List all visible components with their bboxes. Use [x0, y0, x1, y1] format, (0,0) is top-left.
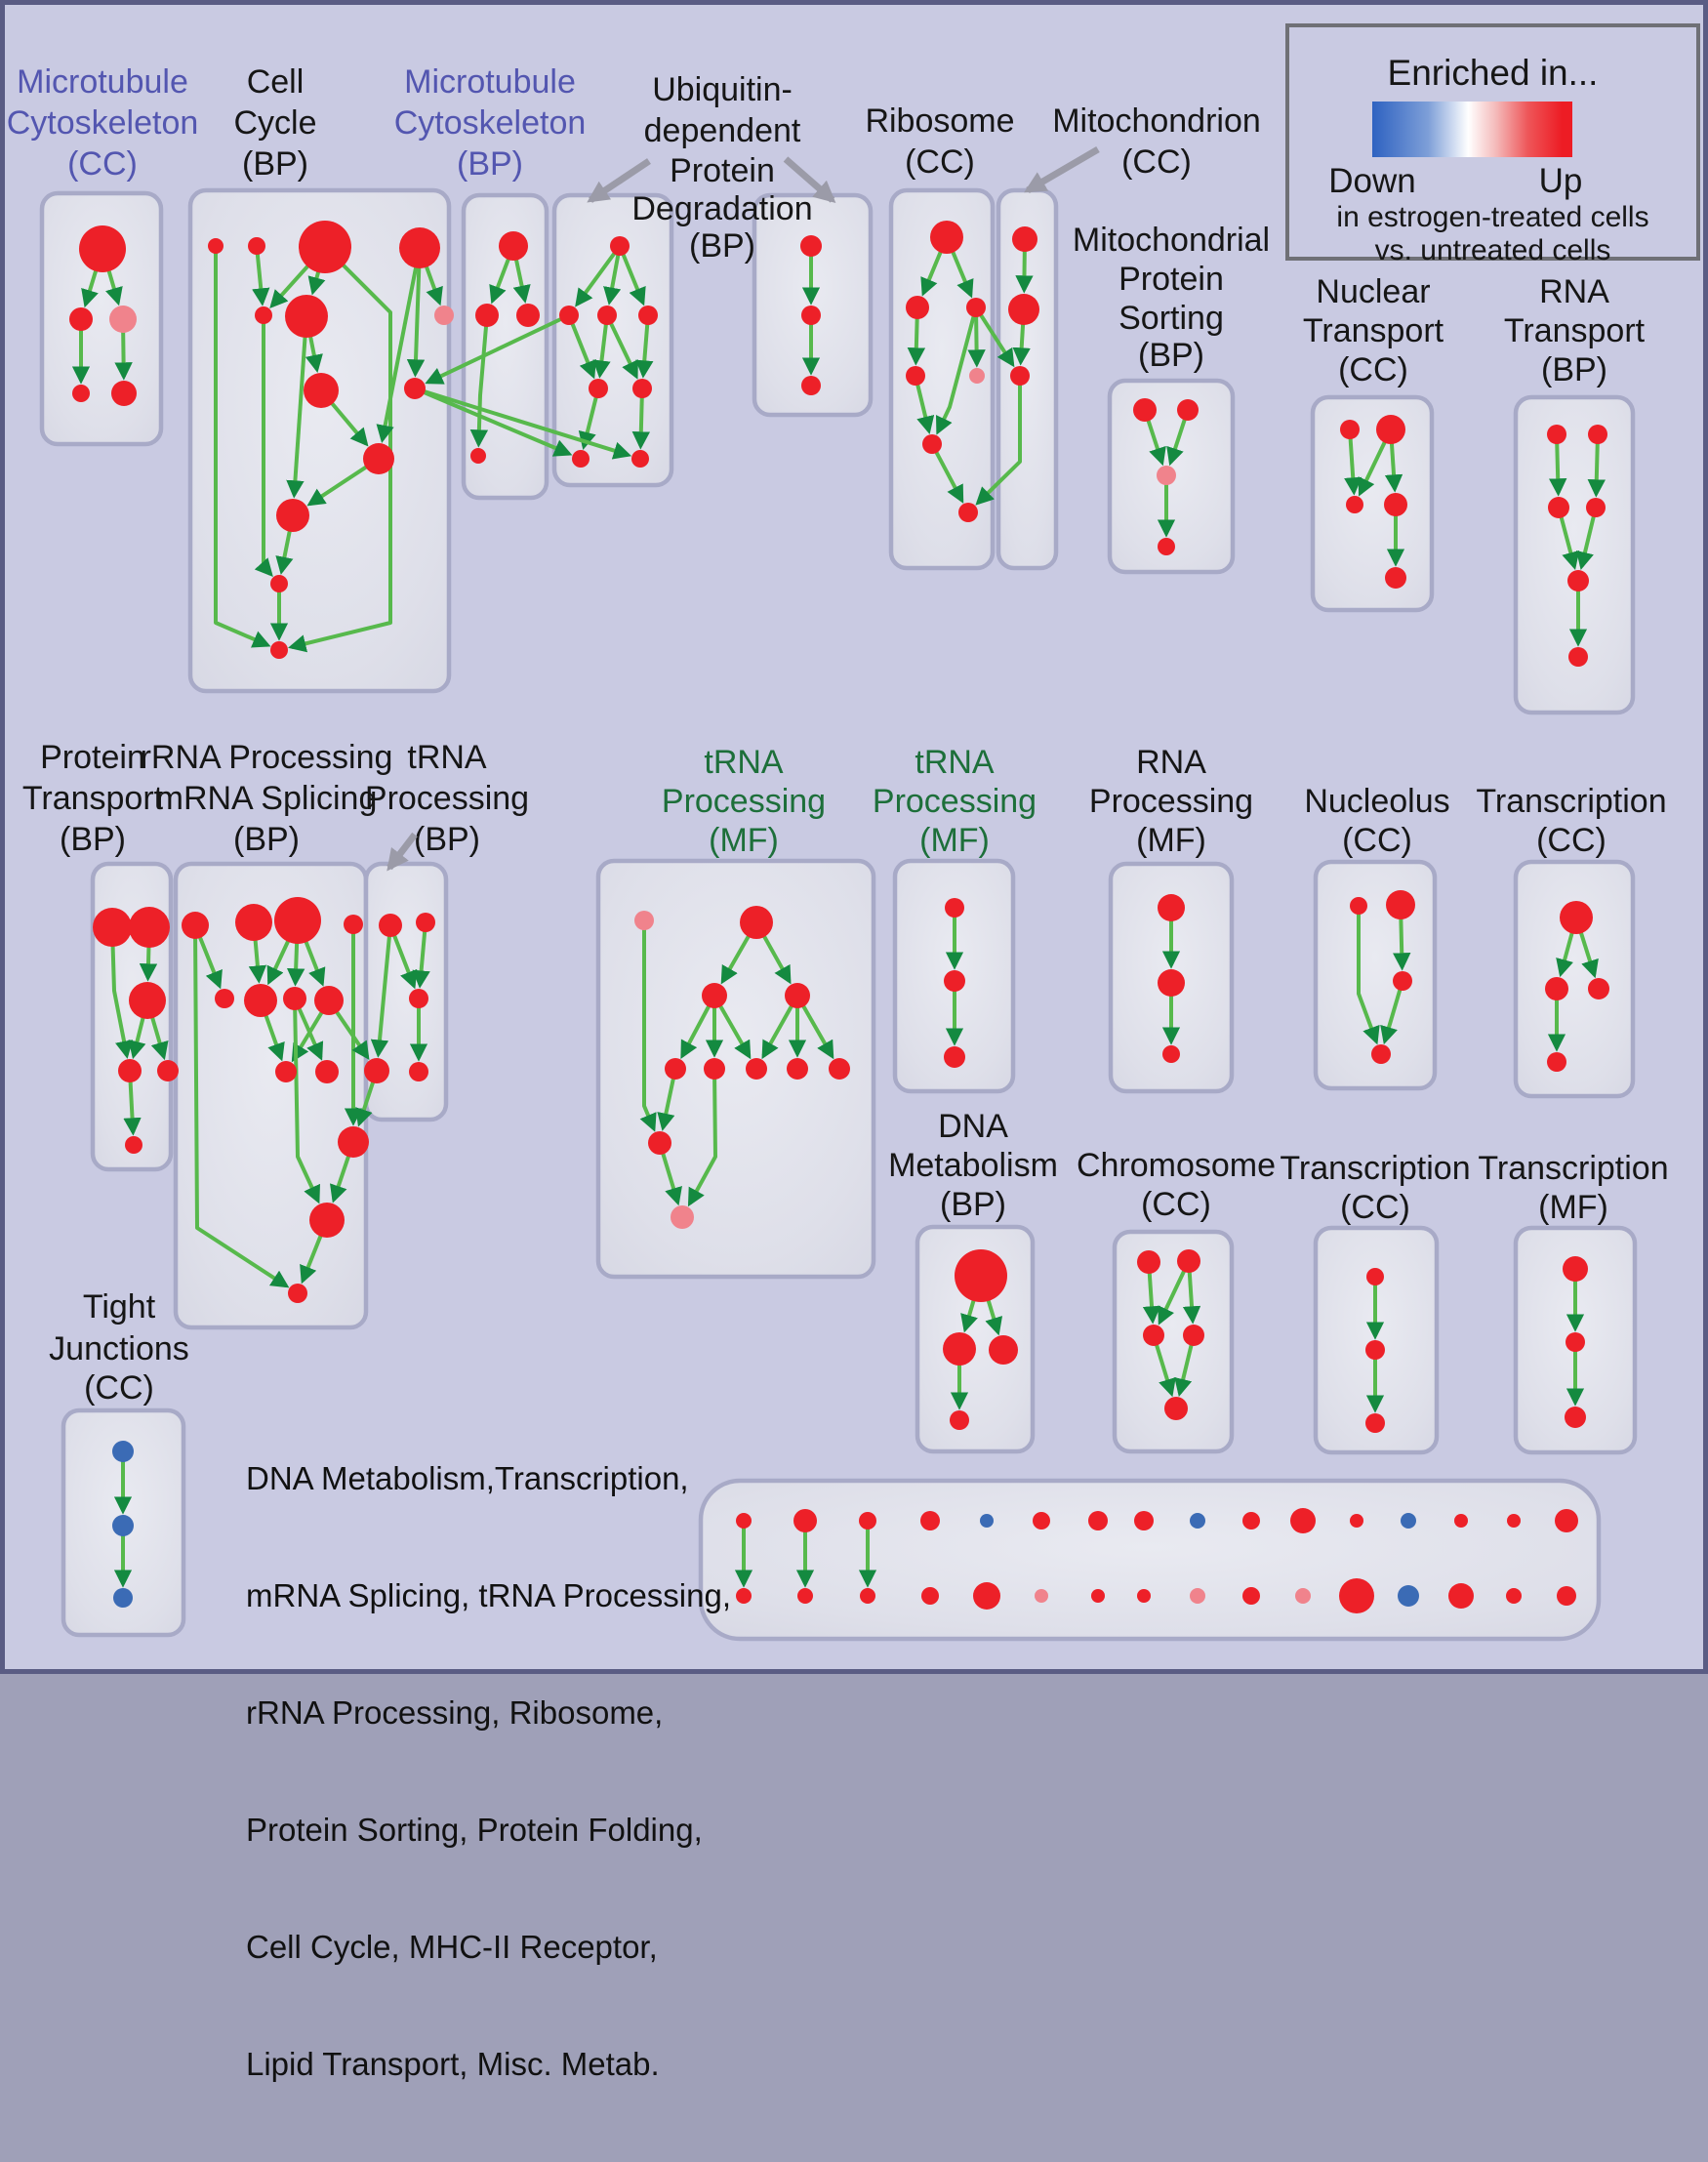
go-term-node	[1547, 425, 1566, 444]
cluster-label-trna-processing-bp: (BP)	[414, 821, 480, 858]
go-term-node	[1162, 1045, 1180, 1063]
summary-node-bottom	[1137, 1589, 1151, 1603]
go-term-node	[958, 503, 978, 522]
go-term-node	[1143, 1325, 1164, 1346]
go-term-node	[1365, 1413, 1385, 1433]
go-term-node	[1365, 1340, 1385, 1360]
cluster-label-transcription-cc-row2: (CC)	[1536, 822, 1606, 859]
go-term-node	[589, 379, 608, 398]
summary-node-top	[1290, 1508, 1316, 1533]
legend-down-label: Down	[1328, 162, 1416, 200]
summary-node-top	[1088, 1511, 1108, 1530]
go-term-node	[72, 385, 90, 402]
go-term-node	[1563, 1256, 1588, 1282]
go-term-node	[572, 450, 590, 468]
summary-node-top	[1033, 1512, 1050, 1530]
go-term-node	[157, 1060, 179, 1081]
go-term-node	[1393, 971, 1412, 991]
cluster-label-trna-processing-bp: Processing	[364, 780, 530, 817]
misc-note-line: Cell Cycle, MHC-II Receptor,	[246, 1929, 658, 1965]
summary-node-bottom	[736, 1588, 752, 1604]
summary-node-top	[1190, 1513, 1205, 1529]
summary-node-bottom	[1398, 1585, 1419, 1607]
go-term-node	[112, 1515, 134, 1536]
misc-note-line: Protein Sorting, Protein Folding,	[246, 1812, 703, 1848]
go-term-node	[966, 298, 986, 317]
go-term-node	[299, 221, 351, 273]
cluster-label-ribosome-cc: (CC)	[905, 143, 975, 181]
cluster-label-mitochondrial-protein-sorting-bp: Protein	[1118, 261, 1224, 298]
cluster-label-cell-cycle-bp: (BP)	[242, 145, 308, 183]
go-term-node	[285, 295, 328, 338]
go-term-node	[1010, 366, 1030, 386]
go-term-node	[276, 499, 309, 532]
cluster-label-ubiquitin-degradation-bp-left: (BP)	[689, 227, 755, 265]
go-term-node	[235, 904, 272, 941]
summary-node-top	[920, 1511, 940, 1530]
go-term-node	[665, 1058, 686, 1080]
summary-node-bottom	[1339, 1578, 1374, 1613]
label-pointer-arrow	[1028, 149, 1098, 190]
cluster-label-nucleolus-cc: Nucleolus	[1304, 783, 1450, 820]
go-term-node	[1158, 969, 1185, 997]
go-term-node	[1568, 647, 1588, 667]
misc-categories-note	[246, 1381, 731, 2162]
cluster-label-ubiquitin-degradation-bp-left: Degradation	[631, 190, 813, 227]
cluster-label-trna-processing-mf-small: Processing	[872, 783, 1037, 820]
go-term-node	[363, 443, 394, 474]
cluster-label-cell-cycle-bp: Cell	[246, 63, 305, 101]
go-term-node	[409, 989, 428, 1008]
go-term-node	[969, 368, 985, 384]
go-term-node	[1012, 226, 1037, 252]
go-term-node	[638, 306, 658, 325]
summary-node-top	[1401, 1513, 1416, 1529]
go-term-node	[129, 982, 166, 1019]
summary-node-top	[1350, 1514, 1363, 1528]
cluster-label-ubiquitin-degradation-bp-left: Ubiquitin-	[652, 71, 793, 108]
go-term-node	[364, 1058, 389, 1083]
legend-subtitle-1: in estrogen-treated cells	[1336, 201, 1649, 233]
go-term-node	[1346, 496, 1363, 513]
go-term-node	[785, 983, 810, 1008]
go-term-node	[1386, 890, 1415, 919]
go-term-node	[1588, 425, 1607, 444]
go-term-node	[69, 307, 93, 331]
go-term-node	[404, 378, 426, 399]
go-term-node	[270, 641, 288, 659]
go-term-node	[113, 1588, 133, 1608]
cluster-label-protein-transport-bp: Protein	[40, 739, 145, 776]
go-term-node	[516, 304, 540, 327]
cluster-label-rrna-processing-mrna-splicing-bp: mRNA Splicing	[155, 780, 378, 817]
cluster-label-chromosome-cc: Chromosome	[1076, 1147, 1277, 1184]
misc-note-line: DNA Metabolism,Transcription,	[246, 1460, 689, 1496]
cluster-label-microtubule-cytoskeleton-bp: (BP)	[457, 145, 523, 183]
cluster-label-protein-transport-bp: (BP)	[60, 821, 126, 858]
go-term-node	[215, 989, 234, 1008]
go-term-node	[1384, 493, 1407, 516]
go-term-node	[989, 1335, 1018, 1365]
go-term-node	[434, 306, 454, 325]
cluster-label-trna-processing-mf-large: tRNA	[704, 744, 784, 781]
cluster-label-trna-processing-mf-small: tRNA	[915, 744, 995, 781]
summary-node-top	[1242, 1512, 1260, 1530]
cluster-label-trna-processing-mf-small: (MF)	[919, 822, 990, 859]
go-term-node	[309, 1203, 345, 1238]
summary-node-bottom	[1557, 1586, 1576, 1606]
summary-node-bottom	[797, 1588, 813, 1604]
go-term-node	[1008, 294, 1039, 325]
go-term-node	[379, 914, 402, 937]
go-term-node	[270, 575, 288, 592]
go-term-node	[930, 221, 963, 254]
go-term-node	[275, 1061, 297, 1082]
cluster-label-nuclear-transport-cc: (CC)	[1338, 351, 1408, 388]
go-term-node	[1183, 1325, 1204, 1346]
cluster-label-protein-transport-bp: Transport	[21, 780, 164, 817]
go-term-node	[244, 984, 277, 1017]
cluster-label-rna-transport-bp: RNA	[1539, 273, 1609, 310]
cluster-label-rna-processing-mf: (MF)	[1136, 822, 1206, 859]
go-term-node	[1566, 1332, 1585, 1352]
go-term-node	[304, 373, 339, 408]
go-term-node	[1158, 894, 1185, 921]
cluster-label-rrna-processing-mrna-splicing-bp: (BP)	[233, 821, 300, 858]
cluster-label-transcription-cc-row3: (CC)	[1340, 1189, 1410, 1226]
go-term-node	[906, 296, 929, 319]
go-term-node	[1545, 977, 1568, 1000]
go-term-node	[1547, 1052, 1566, 1072]
legend-subtitle-2: vs. untreated cells	[1374, 234, 1611, 266]
cluster-label-trna-processing-bp: tRNA	[407, 739, 487, 776]
cluster-label-tight-junctions-cc: (CC)	[84, 1369, 154, 1407]
go-term-node	[1376, 415, 1405, 444]
summary-node-top	[859, 1512, 876, 1530]
cluster-label-ribosome-cc: Ribosome	[865, 102, 1015, 140]
cluster-label-nuclear-transport-cc: Transport	[1302, 312, 1444, 349]
go-term-node	[1350, 897, 1367, 915]
go-term-node	[704, 1058, 725, 1080]
go-term-node	[1157, 466, 1176, 485]
go-term-node	[79, 225, 126, 272]
cluster-label-microtubule-cytoskeleton-cc: Microtubule	[17, 63, 188, 101]
summary-node-bottom	[1091, 1589, 1105, 1603]
cluster-label-microtubule-cytoskeleton-cc: Cytoskeleton	[6, 104, 199, 142]
go-term-node	[800, 235, 822, 257]
cluster-label-mitochondrial-protein-sorting-bp: (BP)	[1138, 337, 1204, 374]
go-term-node	[338, 1126, 369, 1158]
cluster-label-rna-processing-mf: Processing	[1088, 783, 1254, 820]
go-term-node	[671, 1205, 694, 1229]
go-term-node	[470, 448, 486, 464]
legend-title: Enriched in...	[1387, 53, 1599, 93]
cluster-label-rrna-processing-mrna-splicing-bp: rRNA Processing	[140, 739, 393, 776]
go-term-node	[740, 906, 773, 939]
cluster-label-chromosome-cc: (CC)	[1141, 1186, 1211, 1223]
go-term-node	[274, 897, 321, 944]
go-term-node	[950, 1410, 969, 1430]
summary-node-top	[980, 1514, 994, 1528]
summary-node-bottom	[1448, 1583, 1474, 1609]
cluster-label-mitochondrial-protein-sorting-bp: Sorting	[1118, 300, 1224, 337]
cluster-label-rna-transport-bp: Transport	[1503, 312, 1646, 349]
misc-note-line: Lipid Transport, Misc. Metab.	[246, 2046, 660, 2082]
cluster-label-dna-metabolism-bp: DNA	[938, 1108, 1008, 1145]
cluster-label-cell-cycle-bp: Cycle	[233, 104, 317, 142]
cluster-label-rna-transport-bp: (BP)	[1541, 351, 1607, 388]
cluster-label-microtubule-cytoskeleton-cc: (CC)	[67, 145, 138, 183]
cluster-box-ubiquitin-degradation-bp-left	[554, 195, 671, 485]
go-term-node	[288, 1284, 307, 1303]
go-term-node	[829, 1058, 850, 1080]
summary-node-top	[793, 1509, 817, 1532]
go-term-node	[182, 912, 209, 939]
go-term-node	[906, 366, 925, 386]
go-term-node	[315, 1060, 339, 1083]
go-term-node	[1137, 1250, 1160, 1274]
go-term-node	[314, 986, 344, 1015]
legend-box	[1285, 23, 1700, 266]
summary-node-bottom	[1295, 1588, 1311, 1604]
legend-up-label: Up	[1538, 162, 1583, 200]
cluster-label-ubiquitin-degradation-bp-left: Protein	[670, 152, 775, 189]
cluster-label-ubiquitin-degradation-bp-left: dependent	[643, 112, 801, 149]
cluster-label-rna-processing-mf: RNA	[1136, 744, 1206, 781]
go-term-node	[1164, 1397, 1188, 1420]
go-term-node	[1586, 498, 1606, 517]
cluster-label-microtubule-cytoskeleton-bp: Microtubule	[404, 63, 576, 101]
summary-node-bottom	[973, 1582, 1000, 1610]
go-term-node	[1177, 399, 1199, 421]
go-term-node	[129, 907, 170, 948]
go-term-node	[922, 434, 942, 454]
cluster-label-mitochondrial-protein-sorting-bp: Mitochondrial	[1072, 222, 1271, 259]
summary-band-box	[701, 1481, 1599, 1639]
cluster-label-dna-metabolism-bp: (BP)	[940, 1186, 1006, 1223]
cluster-label-nuclear-transport-cc: Nuclear	[1316, 273, 1431, 310]
go-term-node	[118, 1059, 142, 1082]
cluster-label-tight-junctions-cc: Junctions	[49, 1330, 189, 1367]
go-term-node	[1548, 497, 1569, 518]
summary-node-bottom	[1242, 1587, 1260, 1605]
go-term-node	[1565, 1407, 1586, 1428]
cluster-label-transcription-cc-row3: Transcription	[1280, 1150, 1471, 1187]
summary-node-top	[1507, 1514, 1521, 1528]
go-term-node	[1371, 1044, 1391, 1064]
go-term-node	[1567, 570, 1589, 591]
go-term-node	[1560, 901, 1593, 934]
go-term-node	[344, 915, 363, 934]
summary-node-bottom	[1035, 1589, 1048, 1603]
go-term-node	[93, 908, 132, 947]
go-term-node	[109, 306, 137, 333]
cluster-box-nuclear-transport-cc	[1313, 397, 1432, 610]
go-term-node	[1340, 420, 1360, 439]
go-term-node	[559, 306, 579, 325]
go-term-node	[1366, 1268, 1384, 1285]
legend-gradient-bar	[1372, 102, 1572, 157]
cluster-label-dna-metabolism-bp: Metabolism	[888, 1147, 1058, 1184]
cluster-box-transcription-cc-row2	[1516, 862, 1633, 1096]
summary-node-bottom	[1190, 1588, 1205, 1604]
go-term-node	[1588, 978, 1609, 999]
go-term-node	[610, 236, 630, 256]
cluster-label-transcription-mf: (MF)	[1538, 1189, 1608, 1226]
go-term-node	[801, 306, 821, 325]
go-term-node	[787, 1058, 808, 1080]
go-term-node	[248, 237, 265, 255]
summary-node-bottom	[921, 1587, 939, 1605]
go-term-node	[409, 1062, 428, 1081]
go-term-node	[125, 1136, 142, 1154]
go-term-node	[631, 450, 649, 468]
cluster-label-transcription-mf: Transcription	[1478, 1150, 1669, 1187]
go-term-node	[1385, 567, 1406, 589]
summary-node-top	[736, 1513, 752, 1529]
go-term-node	[801, 376, 821, 395]
go-term-node	[111, 381, 137, 406]
go-term-node	[944, 1046, 965, 1068]
cluster-label-trna-processing-mf-large: Processing	[661, 783, 827, 820]
cluster-label-trna-processing-mf-large: (MF)	[709, 822, 779, 859]
go-term-node	[632, 379, 652, 398]
go-term-node	[943, 1332, 976, 1366]
cluster-label-transcription-cc-row2: Transcription	[1476, 783, 1667, 820]
go-term-node	[634, 911, 654, 930]
summary-node-top	[1134, 1511, 1154, 1530]
go-term-node	[208, 238, 224, 254]
go-term-node	[955, 1249, 1007, 1302]
go-term-node	[283, 987, 306, 1010]
cluster-label-nucleolus-cc: (CC)	[1342, 822, 1412, 859]
cluster-label-microtubule-cytoskeleton-bp: Cytoskeleton	[393, 104, 587, 142]
summary-node-bottom	[1506, 1588, 1522, 1604]
go-term-node	[746, 1058, 767, 1080]
go-term-node	[416, 913, 435, 932]
go-term-node	[648, 1131, 671, 1155]
go-term-node	[112, 1441, 134, 1462]
go-term-node	[597, 306, 617, 325]
go-term-node	[1177, 1249, 1200, 1273]
summary-node-top	[1454, 1514, 1468, 1528]
cluster-label-mitochondrion-cc: (CC)	[1121, 143, 1192, 181]
go-term-node	[499, 231, 528, 261]
go-term-node	[1158, 538, 1175, 555]
cluster-label-tight-junctions-cc: Tight	[82, 1288, 156, 1326]
go-term-node	[1133, 398, 1157, 422]
go-term-node	[255, 306, 272, 324]
go-term-node	[944, 970, 965, 992]
summary-node-bottom	[860, 1588, 875, 1604]
go-term-node	[399, 227, 440, 268]
go-term-node	[702, 983, 727, 1008]
go-term-node	[475, 304, 499, 327]
misc-note-line: rRNA Processing, Ribosome,	[246, 1694, 664, 1731]
summary-node-top	[1555, 1509, 1578, 1532]
misc-note-line: mRNA Splicing, tRNA Processing,	[246, 1577, 732, 1613]
cluster-label-mitochondrion-cc: Mitochondrion	[1052, 102, 1261, 140]
go-term-node	[945, 898, 964, 918]
